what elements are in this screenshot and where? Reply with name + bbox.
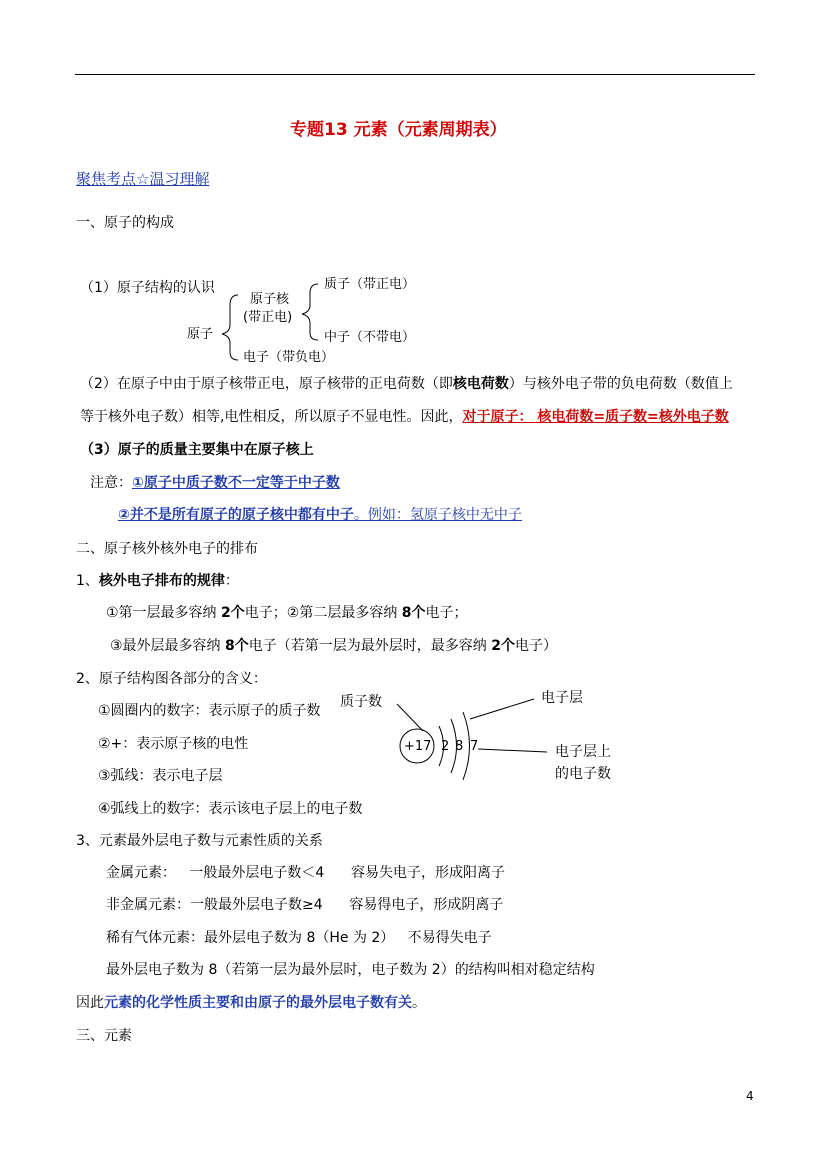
diagram-nucleus: +17 [404,739,432,754]
tree-electron: 电子（带负电） [243,350,335,365]
relation-noble-gas: 稀有气体元素：最外层电子数为 8（He 为 2） 不易得失电子 [106,930,492,946]
relation-metal: 金属元素： 一般最外层电子数＜4 容易失电子，形成阳离子 [106,865,505,881]
page-number: 4 [746,1089,754,1103]
diagram-proton-label: 质子数 [340,694,382,710]
rule-1: ①第一层最多容纳 2个电子；②第二层最多容纳 8个电子； [106,605,468,621]
meaning-2: ②+：表示原子核的电性 [98,736,249,752]
tree-atom: 原子 [187,327,214,342]
tree-nucleus: 原子核 [250,292,290,307]
diagram-shell-1-count: 2 [441,739,450,754]
tree-neutron: 中子（不带电） [324,330,416,345]
conclusion: 因此元素的化学性质主要和由原子的最外层电子数有关。 [76,995,426,1011]
paragraph-2-line-1: （2）在原子中由于原子核带正电，原子核带的正电荷数（即核电荷数）与核外电子带的负电荷数（数值上 [80,376,733,392]
diagram-shell-label: 电子层 [541,690,583,706]
rule-2: ③最外层最多容纳 8个电子（若第一层为最外层时，最多容纳 2个电子） [110,638,557,654]
relation-stable: 最外层电子数为 8（若第一层为最外层时，电子数为 2）的结构叫相对稳定结构 [106,962,595,978]
section-heading-3: 三、元素 [76,1028,132,1044]
meaning-4: ④弧线上的数字：表示该电子层上的电子数 [98,801,363,817]
paragraph-2-line-2: 等于核外电子数）相等,电性相反，所以原子不显电性。因此，对于原子： 核电荷数=质子数=核外电子数 [80,409,729,425]
relation-heading: 3、元素最外层电子数与元素性质的关系 [76,833,323,849]
section-link[interactable]: 聚焦考点☆温习理解 [76,170,210,188]
section-heading-1: 一、原子的构成 [76,215,174,231]
diagram-count-label-1: 电子层上 [555,744,611,760]
rule-heading: 1、核外电子排布的规律： [76,573,239,589]
note-2: ②并不是所有原子的原子核中都有中子。例如：氢原子核中无中子 [118,507,522,523]
paragraph-3: （3）原子的质量主要集中在原子核上 [80,442,314,458]
relation-nonmetal: 非金属元素：一般最外层电子数≥4 容易得电子，形成阴离子 [106,897,504,913]
diagram-shell-2-count: 8 [455,739,464,754]
paragraph-1-label: （1）原子结构的认识 [80,280,215,296]
meaning-heading: 2、原子结构图各部分的含义： [76,671,267,687]
tree-nucleus-charge: (带正电) [243,310,293,325]
meaning-1: ①圆圈内的数字：表示原子的质子数 [98,703,321,719]
meaning-3: ③弧线：表示电子层 [98,768,223,784]
tree-proton: 质子（带正电） [324,277,416,292]
page-title: 专题13 元素（元素周期表） [290,120,507,140]
diagram-shell-3-count: 7 [470,739,479,754]
diagram-count-label-2: 的电子数 [555,766,611,782]
section-heading-2: 二、原子核外核外电子的排布 [76,541,258,557]
note-1: 注意：①原子中质子数不一定等于中子数 [90,475,340,491]
